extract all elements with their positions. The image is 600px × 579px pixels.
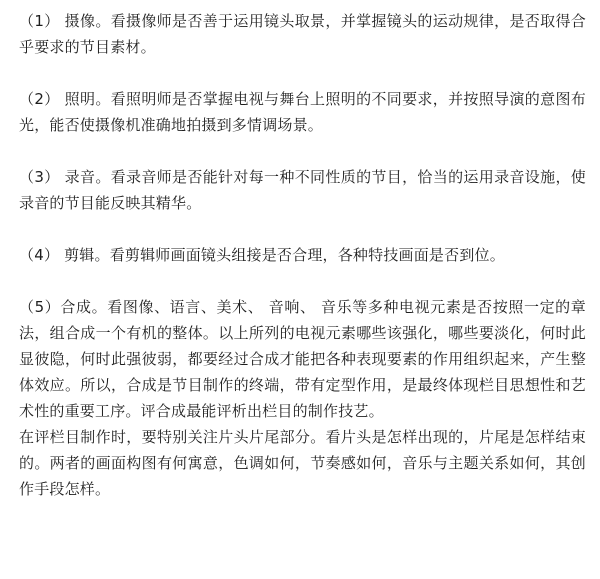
paragraph-gap [19, 268, 586, 294]
paragraph-gap [19, 138, 586, 164]
paragraph-gap [19, 60, 586, 86]
paragraph-gap [19, 216, 586, 242]
paragraph-recording: （3） 录音。看录音师是否能针对每一种不同性质的节目，恰当的运用录音设施，使录音的节目能反映其精华。 [19, 168, 586, 212]
paragraph-compositing: （5）合成。看图像、语言、美术、 音响、 音乐等多种电视元素是否按照一定的章法，组合成一个有机的整体。以上所列的电视元素哪些该强化，哪些要淡化，何时此显彼隐，何时此强彼弱，都要经过合成才能把各种表现要素的作用组织起来，产生整体效应。所以，合成是节目制作的终端，带有定型作用，是最终体现栏目思想性和艺术性的重要工序。评合成最能评析出栏目的制作技艺。 [19, 298, 586, 420]
paragraph-lighting: （2） 照明。看照明师是否掌握电视与舞台上照明的不同要求，并按照导演的意图布光，能否使摄像机准确地拍摄到多情调场景。 [19, 90, 586, 134]
paragraph-titles-endings: 在评栏目制作时，要特别关注片头片尾部分。看片头是怎样出现的，片尾是怎样结束的。两者的画面构图有何寓意，色调如何，节奏感如何，音乐与主题关系如何，其创作手段怎样。 [19, 428, 586, 498]
paragraph-camera: （1） 摄像。看摄像师是否善于运用镜头取景，并掌握镜头的运动规律，是否取得合乎要求的节目素材。 [19, 12, 586, 56]
paragraph-editing: （4） 剪辑。看剪辑师画面镜头组接是否合理，各种特技画面是否到位。 [19, 246, 505, 264]
